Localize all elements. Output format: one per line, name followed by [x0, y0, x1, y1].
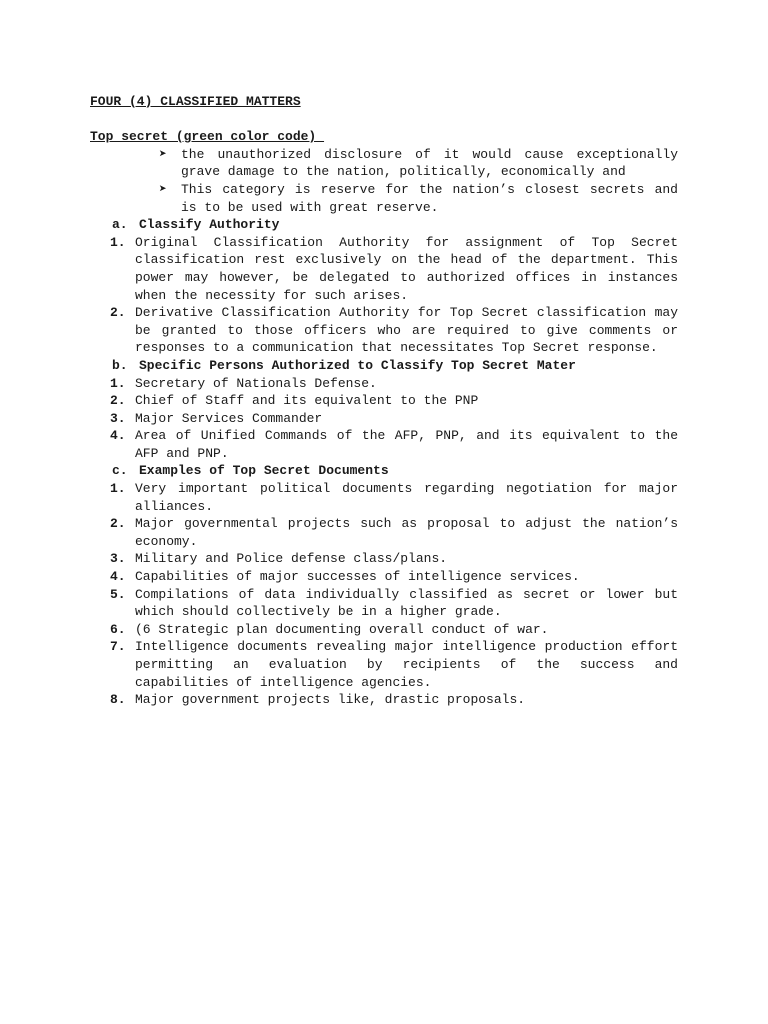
list-number: 7. — [110, 639, 126, 655]
list-item — [90, 550, 678, 568]
list-item-text: Area of Unified Commands of the AFP, PNP, and its equivalent to the AFP and PNP. — [135, 428, 678, 461]
list-number: 1. — [110, 375, 126, 391]
bullet-item — [90, 181, 678, 216]
list-item — [90, 234, 678, 304]
list-item-text: Major government projects like, drastic proposals. — [135, 692, 526, 708]
list-item — [90, 392, 678, 410]
list-item-text: Intelligence documents revealing major intelligence production effort permitting an evaluation by recipients of the success and capabilities of intelligence agencies. — [135, 639, 678, 690]
section-heading — [90, 462, 678, 480]
list-item — [90, 586, 678, 621]
list-item-text: Derivative Classification Authority for Top Secret classification may be granted to those officers who are required to give comments or responses to a communication that necessitates Top Secret response. — [135, 305, 678, 356]
section-letter: c. — [112, 463, 128, 479]
bullet-text: This category is reserve for the nation’s closest secrets and is to be used with great reserve. — [181, 181, 678, 215]
list-item-text: (6 Strategic plan documenting overall conduct of war. — [135, 621, 549, 637]
section-letter: a. — [112, 217, 128, 233]
arrowhead-bullet-icon: ➤ — [159, 146, 167, 162]
list-number: 5. — [110, 586, 126, 602]
section-heading-text: Classify Authority — [139, 217, 280, 233]
list-number: 8. — [110, 692, 126, 708]
list-number: 2. — [110, 305, 126, 321]
list-number: 1. — [110, 481, 126, 497]
list-number: 6. — [110, 621, 126, 637]
list-item — [90, 480, 678, 515]
section-letter: b. — [112, 357, 128, 373]
list-item — [90, 410, 678, 428]
list-number: 2. — [110, 393, 126, 409]
section-heading — [90, 216, 678, 234]
numbered-list — [90, 480, 678, 709]
bullet-item — [90, 146, 678, 181]
list-item-text: Chief of Staff and its equivalent to the PNP — [135, 393, 479, 409]
list-item-text: Major governmental projects such as proposal to adjust the nation’s economy. — [135, 516, 678, 549]
document-title: FOUR (4) CLASSIFIED MATTERS — [90, 94, 301, 109]
numbered-list — [90, 375, 678, 463]
list-item-text: Very important political documents regarding negotiation for major alliances. — [135, 481, 678, 514]
document-page — [90, 93, 678, 709]
bullet-list — [90, 146, 678, 216]
list-number: 4. — [110, 428, 126, 444]
list-item — [90, 375, 678, 393]
list-item-text: Military and Police defense class/plans. — [135, 551, 448, 567]
list-item-text: Compilations of data individually classified as secret or lower but which should collectively be in a higher grade. — [135, 586, 678, 620]
section-heading-text: Examples of Top Secret Documents — [139, 463, 389, 479]
bullet-text: the unauthorized disclosure of it would cause exceptionally grave damage to the nation, politically, economically and — [181, 146, 678, 180]
list-item — [90, 638, 678, 691]
list-item-text: Original Classification Authority for assignment of Top Secret classification rest exclusively on the head of the department. This power may however, be delegated to authorized offices in instances when the necessity for such arises. — [135, 234, 678, 303]
list-item — [90, 621, 678, 639]
numbered-list — [90, 234, 678, 357]
list-item — [90, 568, 678, 586]
section-heading — [90, 357, 678, 375]
list-number: 2. — [110, 516, 126, 532]
list-item — [90, 304, 678, 357]
list-item — [90, 427, 678, 462]
list-item-text: Major Services Commander — [135, 410, 323, 426]
list-item — [90, 691, 678, 709]
list-number: 3. — [110, 551, 126, 567]
list-item-text: Secretary of Nationals Defense. — [135, 375, 377, 391]
arrowhead-bullet-icon: ➤ — [159, 181, 167, 197]
document-subtitle: Top secret (green color code) — [90, 129, 325, 145]
list-number: 3. — [110, 410, 126, 426]
list-item — [90, 515, 678, 550]
list-number: 1. — [110, 234, 126, 250]
section-heading-text: Specific Persons Authorized to Classify Top Secret Mater — [139, 357, 576, 373]
list-item-text: Capabilities of major successes of intelligence services. — [135, 569, 580, 585]
list-number: 4. — [110, 569, 126, 585]
